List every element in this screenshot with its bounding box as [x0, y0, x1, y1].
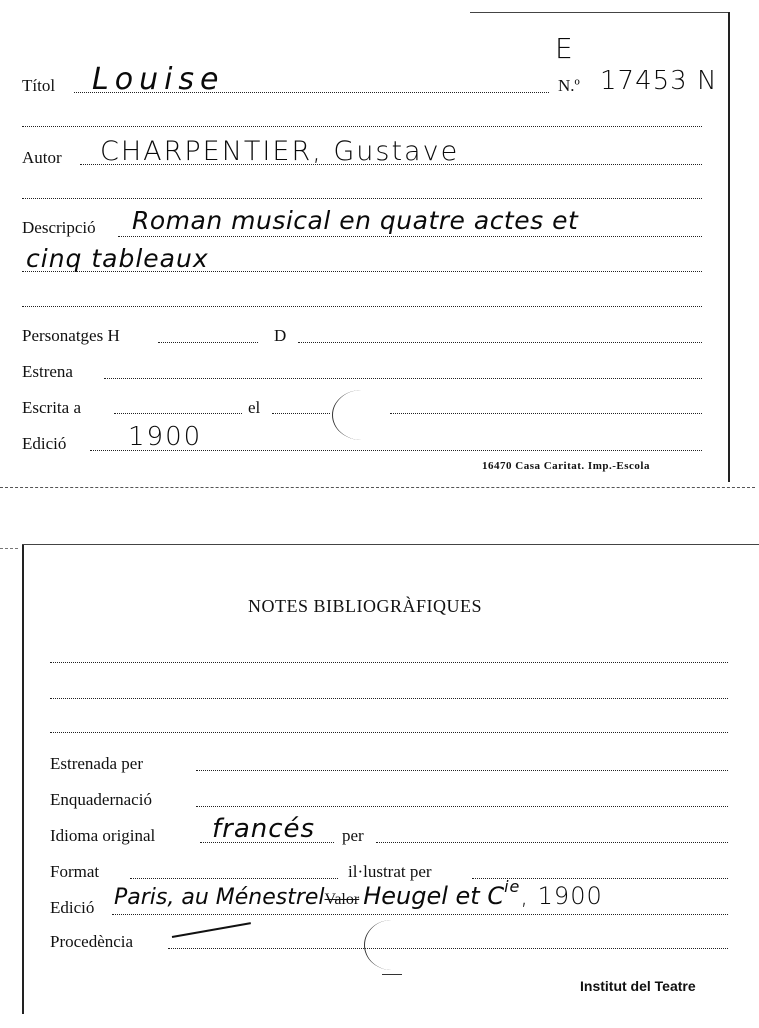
premiere-line	[104, 378, 702, 379]
punch-hole-mark	[332, 390, 391, 440]
notes-line-3	[50, 732, 728, 733]
provenance-line	[168, 948, 728, 949]
characters-h-line	[158, 342, 258, 343]
title-value: Louise	[92, 62, 225, 97]
corner-mark: E	[555, 32, 574, 65]
description-value-line2: cinq tableaux	[26, 244, 209, 273]
card2-edition-line	[112, 914, 728, 915]
card-top-right-border	[728, 12, 730, 482]
provenance-label: Procedència	[50, 932, 134, 951]
edition-year: , 1900	[520, 882, 603, 910]
edition-label: Edició	[22, 434, 67, 453]
card-bottom-left-border	[22, 544, 24, 1014]
notes-heading: NOTES BIBLIOGRÀFIQUES	[248, 596, 483, 616]
premiered-by-label: Estrenada per	[50, 754, 143, 773]
format-label: Format	[50, 862, 100, 881]
language-per-line	[376, 842, 728, 843]
description-value-line1: Roman musical en quatre actes et	[132, 206, 579, 235]
binding-label: Enquadernació	[50, 790, 152, 809]
card-top-bottom-border	[0, 487, 755, 488]
language-value: francés	[212, 814, 316, 844]
provenance-stroke	[172, 922, 251, 938]
notes-line-2	[50, 698, 728, 699]
characters-d-line	[298, 342, 702, 343]
punch-mark-dash	[382, 974, 402, 975]
number-value: 17453 N	[600, 66, 718, 96]
written-el-label: el	[248, 398, 261, 417]
author-line-2	[22, 198, 702, 199]
number-label: N.º	[558, 76, 580, 95]
card-bottom-left-edge	[0, 548, 18, 549]
edition-struck-word: Valor	[324, 891, 360, 908]
language-per-label: per	[342, 826, 364, 845]
characters-d-label: D	[274, 326, 287, 345]
written-line	[114, 413, 242, 414]
written-el-line-b	[390, 413, 702, 414]
title-label: Títol	[22, 76, 56, 95]
card2-edition-label: Edició	[50, 898, 95, 917]
description-label: Descripció	[22, 218, 96, 237]
premiere-label: Estrena	[22, 362, 73, 381]
description-line-3	[22, 306, 702, 307]
edition-publisher: Heugel et C	[363, 882, 505, 910]
premiered-by-line	[196, 770, 728, 771]
card-top-top-border	[470, 12, 728, 13]
printer-imprint: 16470 Casa Caritat. Imp.-Escola	[482, 460, 650, 472]
description-line-1	[118, 236, 702, 237]
edition-value: 1900	[128, 422, 203, 452]
catalog-card-top	[0, 0, 759, 500]
format-line	[130, 878, 338, 879]
edition-place: Paris, au Ménestrel	[114, 885, 325, 910]
notes-line-1	[50, 662, 728, 663]
title-line-2	[22, 126, 702, 127]
institution-footer: Institut del Teatre	[580, 978, 696, 994]
written-el-line-a	[272, 413, 330, 414]
author-value: CHARPENTIER, Gustave	[100, 136, 460, 167]
characters-label: Personatges H	[22, 326, 120, 345]
card2-edition-value	[114, 876, 603, 910]
language-label: Idioma original	[50, 826, 156, 845]
written-label: Escrita a	[22, 398, 81, 417]
catalog-card-bottom	[0, 520, 759, 1028]
binding-line	[196, 806, 728, 807]
illustrated-label: il·lustrat per	[348, 862, 432, 881]
card-bottom-top-border	[22, 544, 759, 545]
author-label: Autor	[22, 148, 62, 167]
edition-publisher-sup: ie	[504, 876, 521, 896]
punch-hole-mark-bottom	[364, 920, 419, 970]
